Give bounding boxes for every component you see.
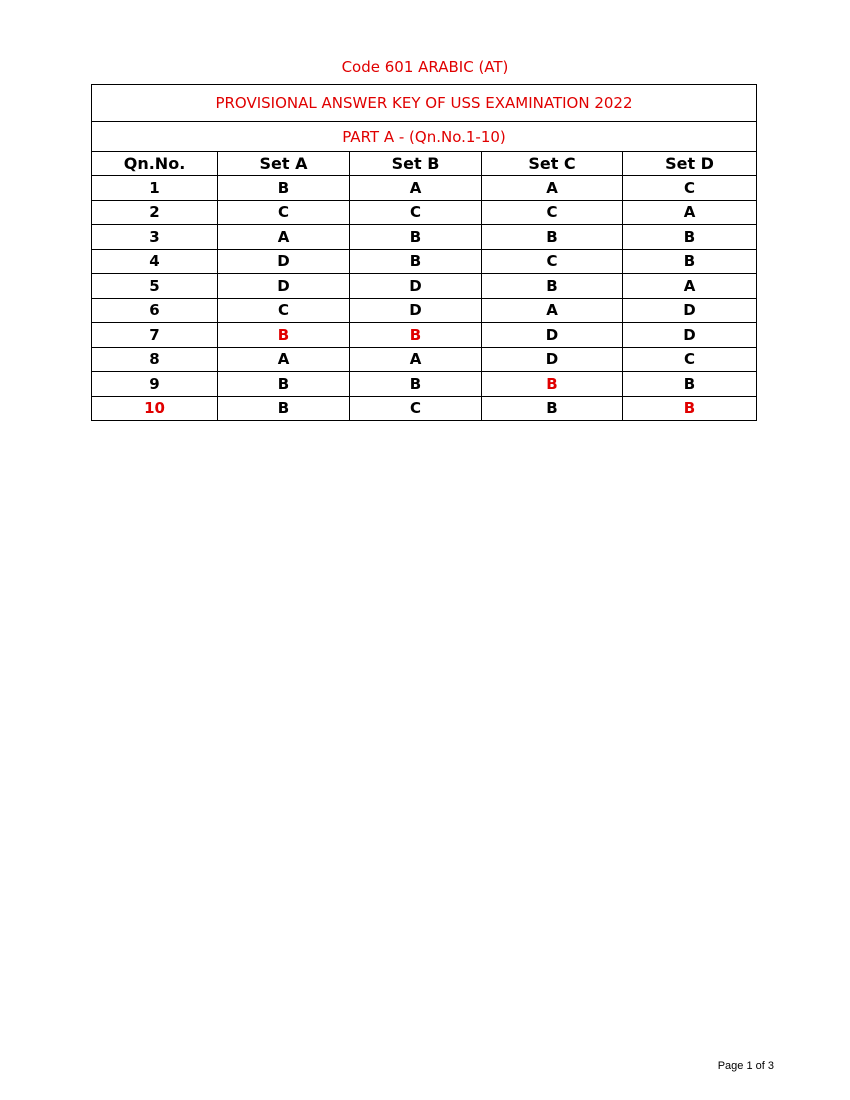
table-row: [92, 176, 757, 201]
question-number: 9: [92, 372, 218, 397]
answer-set-a: B: [218, 396, 350, 421]
table-row: [92, 298, 757, 323]
code-title: Code 601 ARABIC (AT): [341, 58, 509, 76]
answer-set-c: A: [482, 176, 623, 201]
answer-set-c: A: [482, 298, 623, 323]
answer-set-d: B: [623, 249, 757, 274]
answer-key-table: [91, 84, 757, 421]
question-number: 4: [92, 249, 218, 274]
answer-set-d: B: [623, 372, 757, 397]
part-heading: PART A - (Qn.No.1-10): [92, 122, 757, 152]
answer-set-c: B: [482, 396, 623, 421]
answer-set-d: C: [623, 176, 757, 201]
header-set-b: Set B: [350, 152, 482, 176]
part-row: [92, 122, 757, 152]
answer-set-a: B: [218, 372, 350, 397]
answer-set-c: D: [482, 323, 623, 348]
answer-set-c: B: [482, 274, 623, 299]
answer-set-d: B: [623, 225, 757, 250]
table-row: [92, 372, 757, 397]
answer-set-a: D: [218, 274, 350, 299]
answer-set-c: C: [482, 249, 623, 274]
answer-set-b: B: [350, 249, 482, 274]
table-row: [92, 274, 757, 299]
answer-set-c-highlighted: B: [482, 372, 623, 397]
header-set-a: Set A: [218, 152, 350, 176]
question-number-highlighted: 10: [92, 396, 218, 421]
answer-set-b-highlighted: B: [350, 323, 482, 348]
answer-set-b: A: [350, 347, 482, 372]
table-row: [92, 249, 757, 274]
table-row: [92, 396, 757, 421]
question-number: 8: [92, 347, 218, 372]
answer-set-c: B: [482, 225, 623, 250]
answer-set-b: C: [350, 396, 482, 421]
answer-set-c: D: [482, 347, 623, 372]
table-row: [92, 200, 757, 225]
answer-set-d: A: [623, 200, 757, 225]
answer-set-a: A: [218, 347, 350, 372]
answer-set-d: C: [623, 347, 757, 372]
answer-set-b: B: [350, 225, 482, 250]
header-set-c: Set C: [482, 152, 623, 176]
column-header-row: [92, 152, 757, 176]
answer-set-b: B: [350, 372, 482, 397]
page-number: Page 1 of 3: [717, 1060, 774, 1072]
answer-set-a: D: [218, 249, 350, 274]
answer-set-b: A: [350, 176, 482, 201]
question-number: 7: [92, 323, 218, 348]
answer-set-d: A: [623, 274, 757, 299]
answer-set-b: D: [350, 298, 482, 323]
question-number: 3: [92, 225, 218, 250]
question-number: 1: [92, 176, 218, 201]
exam-banner: PROVISIONAL ANSWER KEY OF USS EXAMINATION 2022: [92, 85, 757, 122]
answer-set-d-highlighted: B: [623, 396, 757, 421]
table-row: [92, 323, 757, 348]
table-row: [92, 225, 757, 250]
table-row: [92, 347, 757, 372]
header-qn-no: Qn.No.: [92, 152, 218, 176]
answer-set-a: C: [218, 200, 350, 225]
question-number: 2: [92, 200, 218, 225]
question-number: 6: [92, 298, 218, 323]
answer-set-a-highlighted: B: [218, 323, 350, 348]
answer-set-d: D: [623, 323, 757, 348]
answer-set-d: D: [623, 298, 757, 323]
header-set-d: Set D: [623, 152, 757, 176]
answer-set-a: C: [218, 298, 350, 323]
question-number: 5: [92, 274, 218, 299]
answer-set-a: A: [218, 225, 350, 250]
answer-set-a: B: [218, 176, 350, 201]
answer-set-b: C: [350, 200, 482, 225]
answer-set-b: D: [350, 274, 482, 299]
answer-set-c: C: [482, 200, 623, 225]
banner-row: [92, 85, 757, 122]
